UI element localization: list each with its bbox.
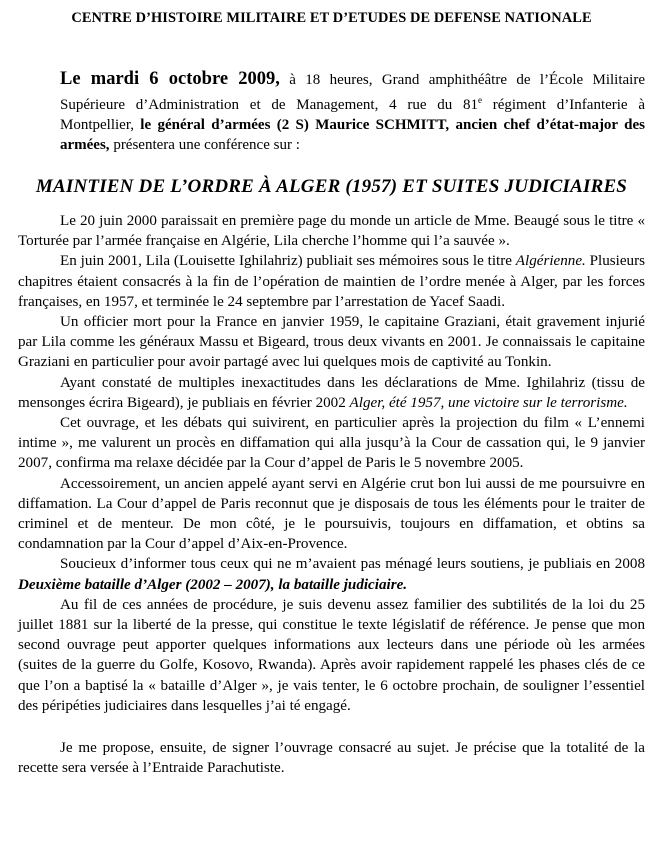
- event-location-end: régiment d’Infanterie à Montpellier,: [60, 97, 645, 133]
- event-speaker: le général d’armées (2 S) Maurice SCHMITT, ancien chef d’état-major des armées,: [60, 117, 645, 153]
- paragraph-4: [18, 373, 645, 413]
- paragraph-4-text: Ayant constaté de multiples inexactitudes dans les déclarations de Mme. Ighilahriz (tissu de mensonges écrira Bigeard), je publiais en février 2002: [18, 374, 645, 411]
- paragraph-1: Le 20 juin 2000 paraissait en première page du monde un article de Mme. Beaugé sous le titre « Torturée par l’armée française en Algérie, Lila cherche l’homme qui l’a sauvée ».: [18, 213, 645, 250]
- paragraph-7: [18, 554, 645, 594]
- book-title-deuxieme-bataille: Deuxième bataille d’Alger (2002 – 2007), la bataille judiciaire.: [18, 576, 408, 593]
- organization-header: CENTRE D’HISTOIRE MILITAIRE ET D’ETUDES DE DEFENSE NATIONALE: [71, 10, 592, 26]
- conference-title: MAINTIEN DE L’ORDRE À ALGER (1957) ET SUITES JUDICIAIRES: [35, 176, 628, 197]
- paragraph-7-text: Soucieux d’informer tous ceux qui ne m’avaient pas ménagé leurs soutiens, je publiais en 2008: [60, 556, 645, 573]
- book-title-algerienne: Algérienne.: [515, 253, 586, 270]
- paragraph-3: Un officier mort pour la France en janvier 1959, le capitaine Graziani, était gravement injurié par Lila comme les généraux Massu et Bigeard, trous deux vivants en 2001. Je connaissais le capitaine Graziani en particulier pour avoir partagé avec lui quelques mois de captivité au Tonkin.: [18, 314, 645, 371]
- paragraph-8: Au fil de ces années de procédure, je suis devenu assez familier des subtilités de la loi du 25 juillet 1881 sur la liberté de la presse, qui constitue le texte législatif de référence. Je pense que mon second ouvrage peut apporter quelques informations aux lecteurs dans une période où les armées (suites de la guerre du Golfe, Kosovo, Rwanda). Après avoir rapidement rappelé les phases clés de ce que l’on a baptisé la « bataille d’Alger », je vais tenter, le 6 octobre prochain, de souligner l’essentiel des péripéties judiciaires dans lesquelles j’ai té engagé.: [18, 596, 645, 714]
- paragraph-2-text-a: En juin 2001, Lila (Louisette Ighilahriz) publiait ses mémoires sous le titre: [60, 253, 516, 270]
- book-title-alger-1957: Alger, été 1957, une victoire sur le terrorisme.: [349, 394, 628, 411]
- paragraph-2-text-b: Plusieurs chapitres étaient consacrés à la fin de l’opération de maintien de l’ordre menée à Alger, par les forces françaises, en 1957, et terminée le 24 septembre par l’arrestation de Yacef Saadi.: [18, 253, 646, 310]
- paragraph-9: Je me propose, ensuite, de signer l’ouvrage consacré au sujet. Je précise que la totalité de la recette sera versée à l’Entraide Parachutiste.: [18, 740, 645, 777]
- event-location: à 18 heures, Grand amphithéâtre de l’École Militaire Supérieure d’Administration et de Management, 4 rue du 81: [60, 72, 645, 113]
- ordinal-superscript: e: [477, 95, 482, 105]
- article-body: [18, 211, 645, 778]
- event-announcement: [60, 69, 645, 155]
- paragraph-6: Accessoirement, un ancien appelé ayant servi en Algérie crut bon lui aussi de me poursuivre en diffamation. La Cour d’appel de Paris reconnut que je disposais de tous les éléments pour le traiter de criminel et de menteur. De mon côté, je le poursuivis, toujours en diffamation, et obtins sa condamnation par la Cour d’appel d’Aix-en-Provence.: [18, 475, 645, 553]
- paragraph-5: Cet ouvrage, et les débats qui suivirent, en particulier après la projection du film « L’ennemi intime », me valurent un procès en diffamation qui alla jusqu’à la Cour de cassation qui, le 9 janvier 2007, confirma ma relaxe décidée par la Cour d’appel de Paris le 5 novembre 2005.: [18, 415, 645, 472]
- paragraph-2: [18, 251, 645, 312]
- event-closing: présentera une conférence sur :: [109, 137, 300, 153]
- event-date: Le mardi 6 octobre 2009,: [60, 69, 280, 89]
